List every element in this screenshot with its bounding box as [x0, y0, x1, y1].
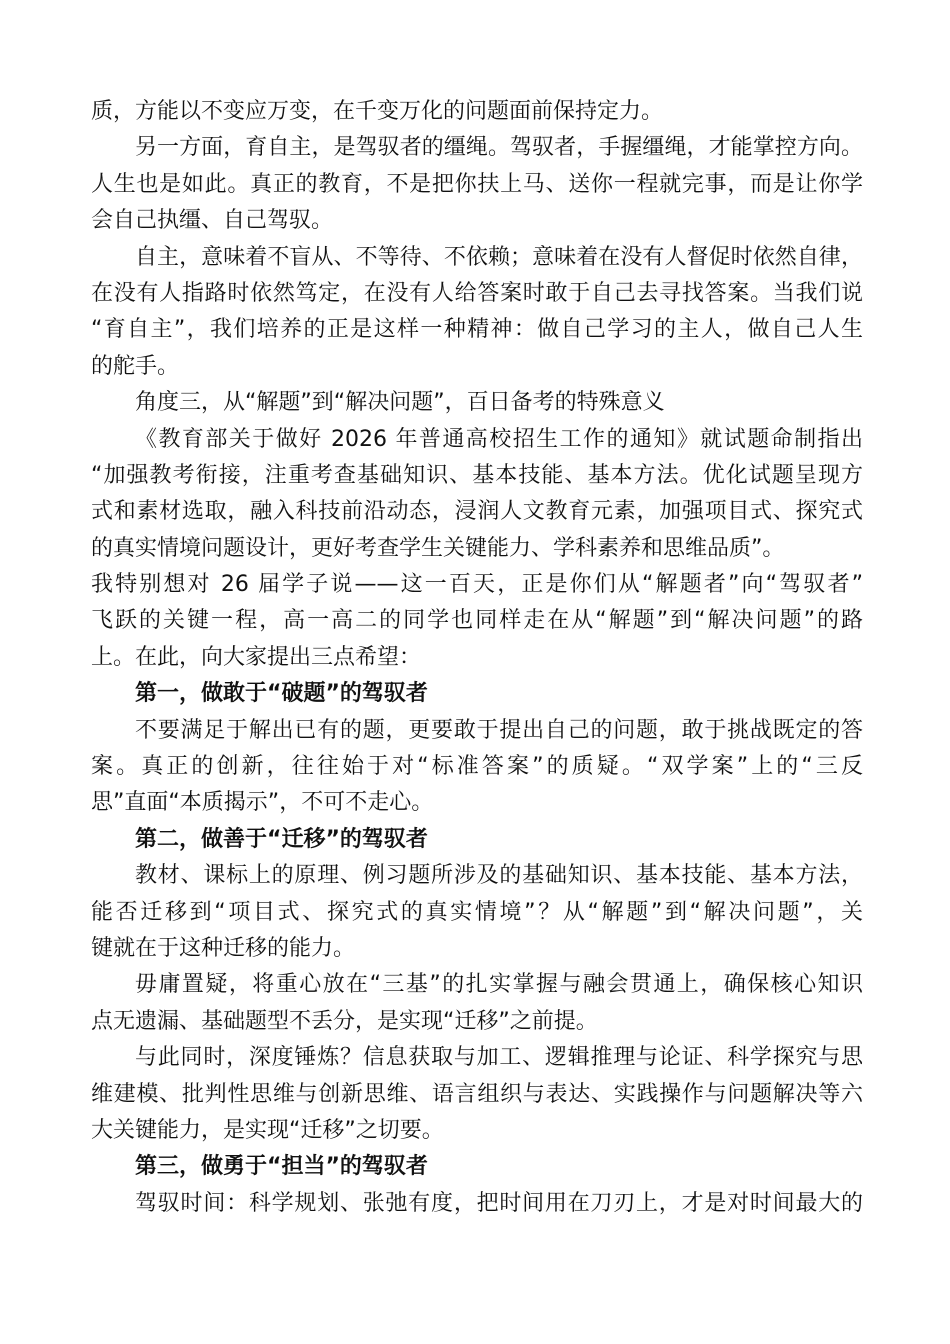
section-heading: 第三，做勇于“担当”的驾驭者 — [135, 1154, 428, 1180]
document-body — [91, 94, 863, 1222]
paragraph-line: 与此同时，深度锤炼？信息获取与加工、逻辑推理与论证、科学探究与思 — [135, 1045, 863, 1071]
paragraph-line: 思”直面“本质揭示”，不可不走心。 — [91, 790, 434, 816]
paragraph-line: “加强教考衔接，注重考查基础知识、基本技能、基本方法。优化试题呈现方 — [91, 462, 863, 488]
paragraph-line: 式和素材选取，融入科技前沿动态，浸润人文教育元素，加强项目式、探究式 — [91, 499, 863, 525]
paragraph-line: 人生也是如此。真正的教育，不是把你扶上马、送你一程就完事，而是让你学 — [91, 171, 863, 197]
paragraph-line: 能否迁移到“项目式、探究式的真实情境”？从“解题”到“解决问题”，关 — [91, 899, 863, 925]
paragraph-line: 驾驭时间：科学规划、张弛有度，把时间用在刀刃上，才是对时间最大的 — [135, 1190, 863, 1216]
paragraph-line: 维建模、批判性思维与创新思维、语言组织与表达、实践操作与问题解决等六 — [91, 1081, 863, 1107]
paragraph-line: “育自主”，我们培养的正是这样一种精神：做自己学习的主人，做自己人生 — [91, 317, 863, 343]
paragraph-line: 飞跃的关键一程，高一高二的同学也同样走在从“解题”到“解决问题”的路 — [91, 608, 863, 634]
paragraph-line: 点无遗漏、基础题型不丢分，是实现“迁移”之前提。 — [91, 1008, 598, 1034]
paragraph-line: 大关键能力，是实现“迁移”之切要。 — [91, 1117, 444, 1143]
paragraph-line: 自主，意味着不盲从、不等待、不依赖；意味着在没有人督促时依然自律， — [135, 244, 863, 270]
paragraph-line: 我特别想对 26 届学子说——这一百天，正是你们从“解题者”向“驾驭者” — [91, 572, 863, 598]
paragraph-line: 的真实情境问题设计，更好考查学生关键能力、学科素养和思维品质”。 — [91, 535, 785, 561]
section-heading: 第一，做敢于“破题”的驾驭者 — [135, 681, 428, 707]
paragraph-line: 上。在此，向大家提出三点希望： — [91, 644, 422, 670]
paragraph-line: 会自己执缰、自己驾驭。 — [91, 208, 334, 234]
paragraph-line: 的舵手。 — [91, 353, 180, 379]
section-heading: 角度三，从“解题”到“解决问题”，百日备考的特殊意义 — [135, 390, 665, 416]
paragraph-line: 另一方面，育自主，是驾驭者的缰绳。驾驭者，手握缰绳，才能掌控方向。 — [135, 135, 863, 161]
paragraph-line: 质，方能以不变应万变，在千变万化的问题面前保持定力。 — [91, 99, 664, 124]
paragraph-line: 《教育部关于做好 2026 年普通高校招生工作的通知》就试题命制指出 — [135, 426, 863, 452]
paragraph-line: 在没有人指路时依然笃定，在没有人给答案时敢于自己去寻找答案。当我们说 — [91, 280, 863, 306]
paragraph-line: 键就在于这种迁移的能力。 — [91, 935, 356, 961]
paragraph-line: 案。真正的创新，往往始于对“标准答案”的质疑。“双学案”上的“三反 — [91, 754, 863, 780]
section-heading: 第二，做善于“迁移”的驾驭者 — [135, 826, 428, 852]
paragraph-line: 毋庸置疑，将重心放在“三基”的扎实掌握与融会贯通上，确保核心知识 — [135, 972, 863, 998]
paragraph-line: 教材、课标上的原理、例习题所涉及的基础知识、基本技能、基本方法， — [135, 863, 863, 889]
paragraph-line: 不要满足于解出已有的题，更要敢于提出自己的问题，敢于挑战既定的答 — [135, 717, 863, 743]
